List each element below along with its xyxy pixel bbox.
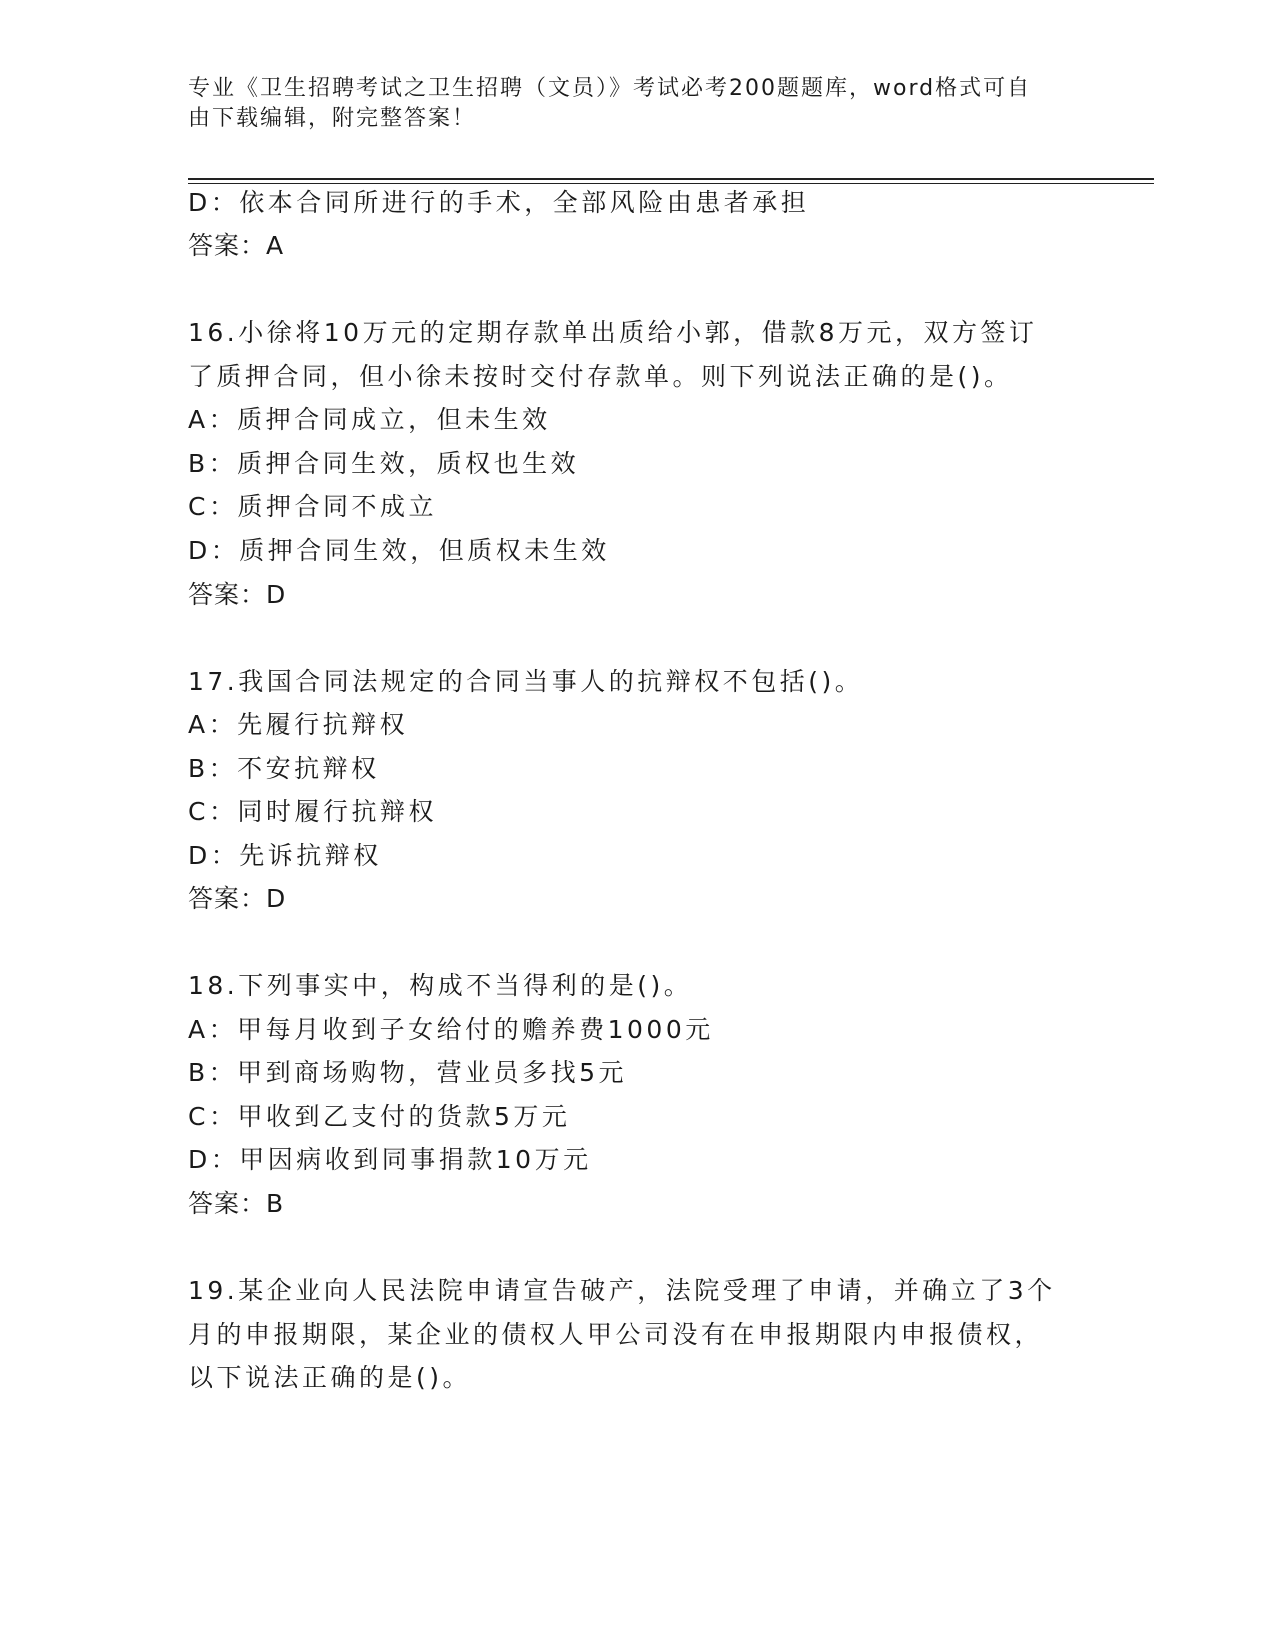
header-line-2: 由下载编辑，附完整答案！ (188, 106, 477, 131)
q16-stem-line-1: 16.小徐将10万元的定期存款单出质给小郭，借款8万元，双方签订 (188, 318, 1038, 347)
q19-stem-line-1: 19.某企业向人民法院申请宣告破产，法院受理了申请，并确立了3个 (188, 1276, 1056, 1305)
q15-option-d: D：依本合同所进行的手术，全部风险由患者承担 (188, 188, 810, 217)
q17-option-d: D：先诉抗辩权 (188, 841, 382, 870)
q16-option-d: D：质押合同生效，但质权未生效 (188, 536, 610, 565)
q18-stem: 18.下列事实中，构成不当得利的是()。 (188, 971, 693, 1000)
header-divider-thick (188, 178, 1154, 180)
header-line-1: 专业《卫生招聘考试之卫生招聘（文员）》考试必考200题题库，word格式可自 (188, 76, 1032, 101)
q16-option-c: C：质押合同不成立 (188, 492, 437, 521)
q18-option-d: D：甲因病收到同事捐款10万元 (188, 1145, 592, 1174)
q18-option-a: A：甲每月收到子女给付的赡养费1000元 (188, 1015, 714, 1044)
q16-answer: 答案：D (188, 580, 287, 609)
q17-stem: 17.我国合同法规定的合同当事人的抗辩权不包括()。 (188, 667, 864, 696)
document-header (188, 74, 1068, 134)
q15-answer: 答案：A (188, 231, 285, 260)
q16-option-a: A：质押合同成立，但未生效 (188, 405, 551, 434)
q18-answer: 答案：B (188, 1189, 285, 1218)
q17-option-c: C：同时履行抗辩权 (188, 797, 437, 826)
header-divider-thin (188, 183, 1154, 184)
q18-option-c: C：甲收到乙支付的货款5万元 (188, 1102, 571, 1131)
q16-option-b: B：质押合同生效，质权也生效 (188, 449, 580, 478)
q18-option-b: B：甲到商场购物，营业员多找5元 (188, 1058, 628, 1087)
q19-stem-line-2: 月的申报期限，某企业的债权人甲公司没有在申报期限内申报债权， (188, 1320, 1044, 1349)
q17-option-b: B：不安抗辩权 (188, 754, 380, 783)
q17-answer: 答案：D (188, 884, 287, 913)
q16-stem-line-2: 了质押合同，但小徐未按时交付存款单。则下列说法正确的是()。 (188, 362, 1013, 391)
q19-stem-line-3: 以下说法正确的是()。 (188, 1363, 472, 1392)
q17-option-a: A：先履行抗辩权 (188, 710, 409, 739)
